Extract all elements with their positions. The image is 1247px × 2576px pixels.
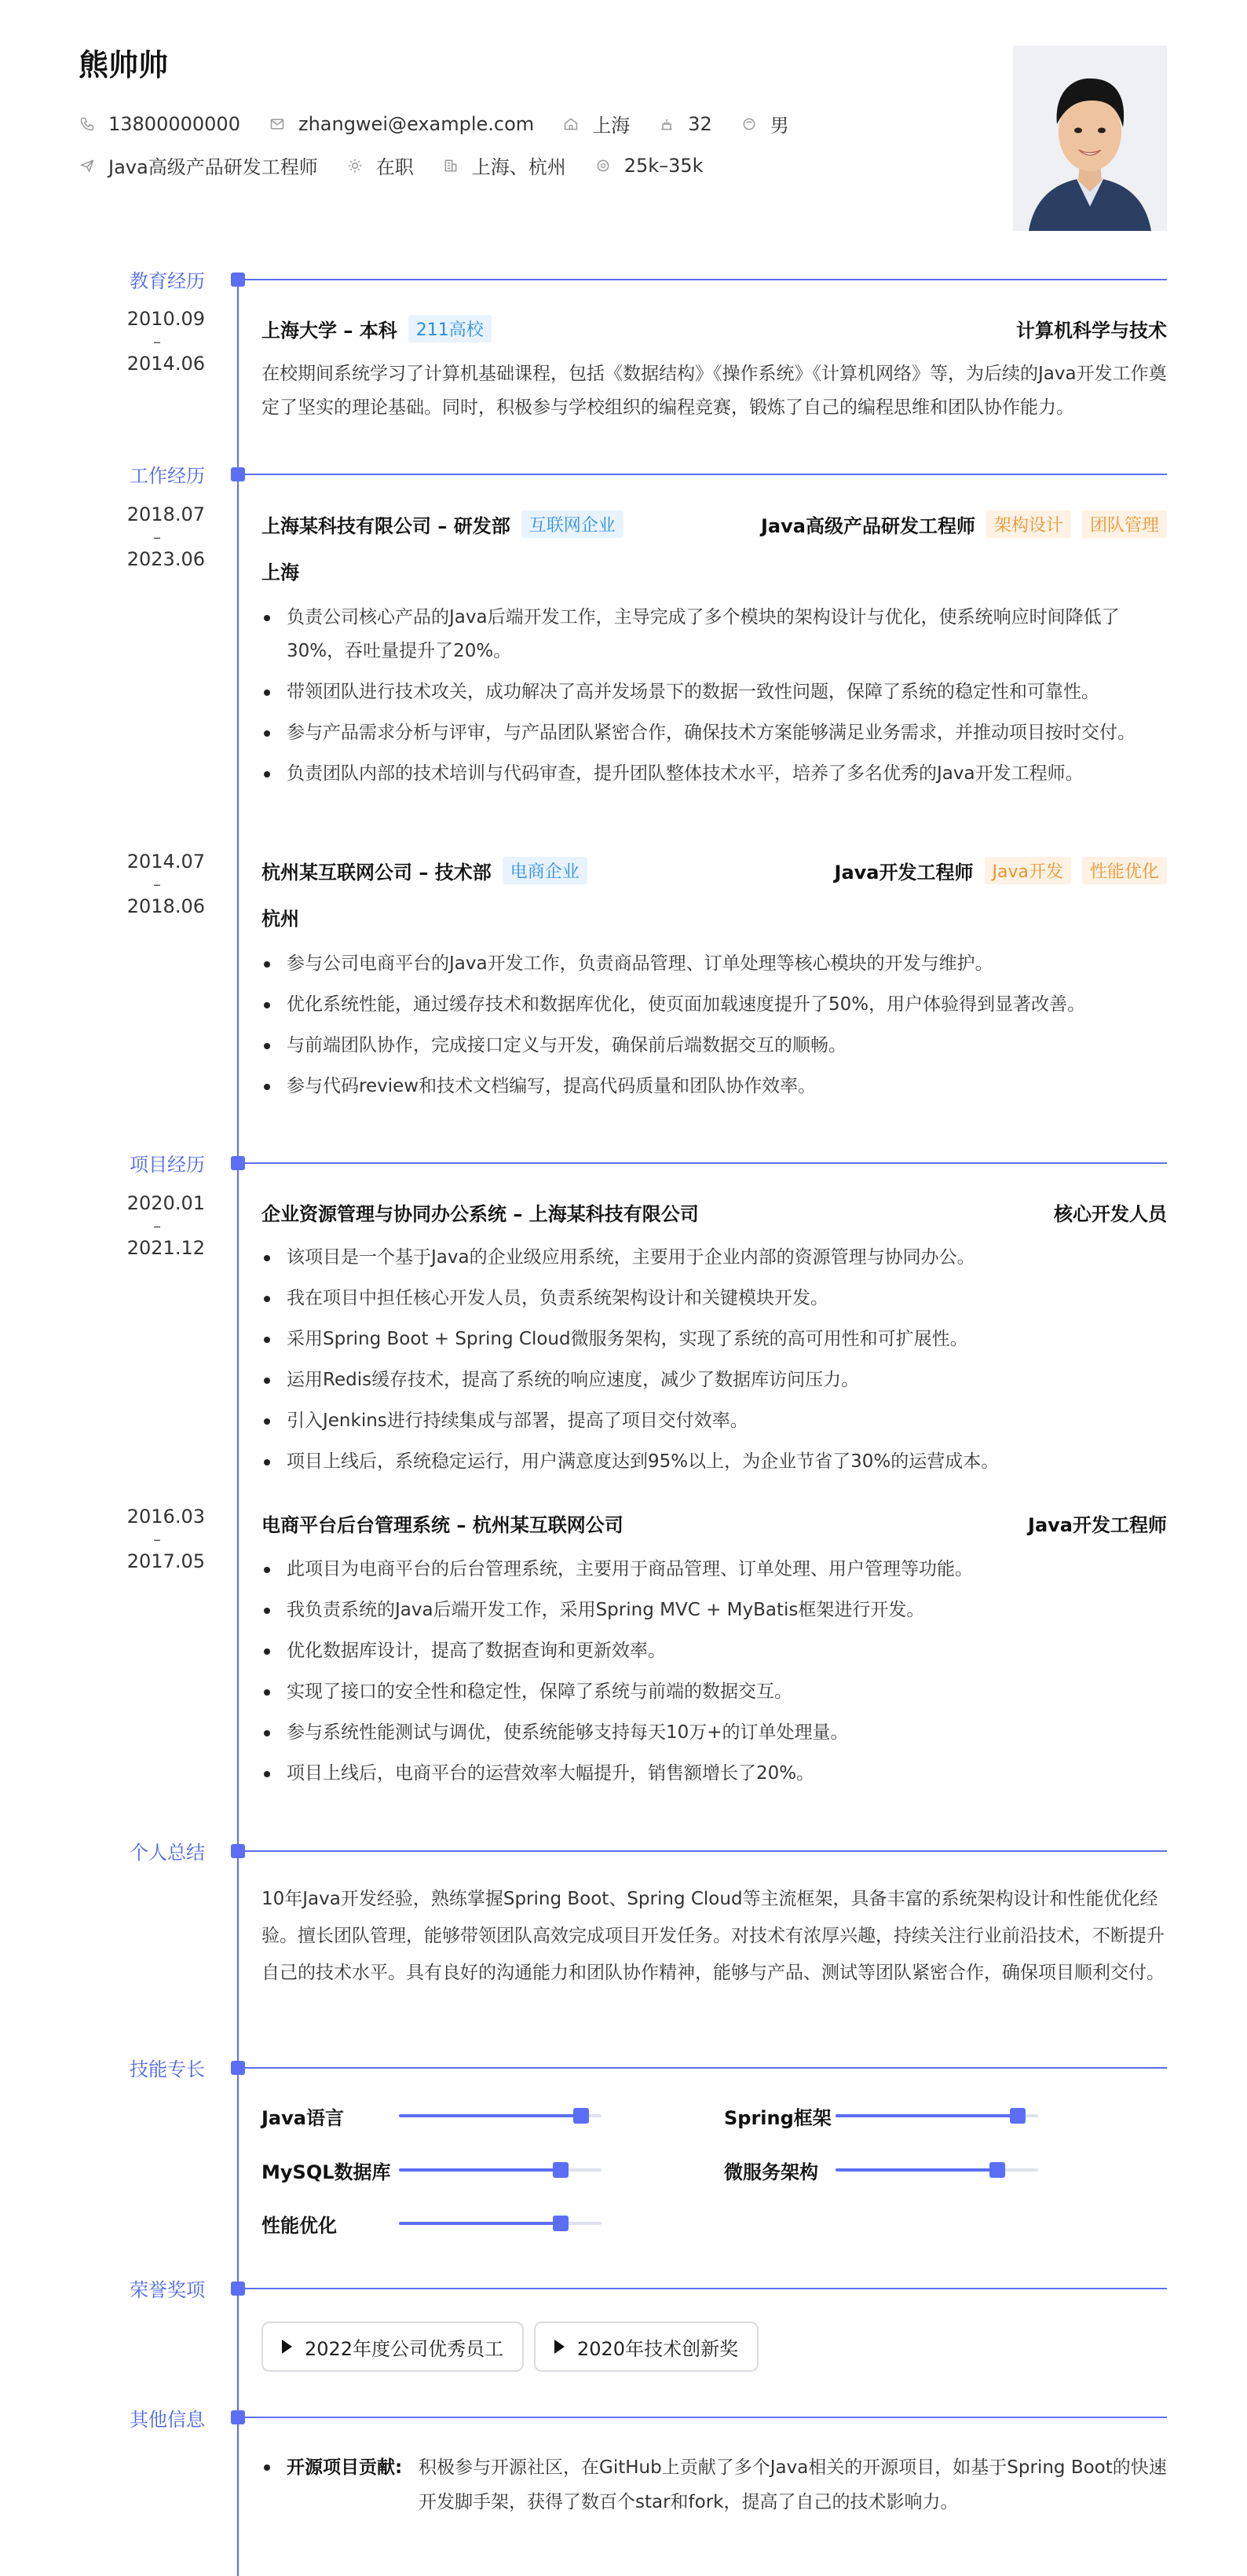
award-label: 2022年度公司优秀员工 (305, 2337, 504, 2360)
age-icon (658, 115, 675, 133)
target-cities-text: 上海、杭州 (471, 156, 566, 178)
list-item: 实现了接口的安全性和稳定性，保障了系统与前端的数据交互。 (261, 1675, 1167, 1709)
work-2-bullets (261, 947, 1167, 1111)
bullet-dot (264, 2464, 270, 2471)
project-2-header (261, 1509, 1167, 1537)
target-position-item (79, 152, 318, 179)
date-separator: – (153, 528, 161, 547)
project-2-dates (94, 1498, 205, 1580)
candidate-name: 熊帅帅 (79, 48, 169, 82)
list-item: 运用Redis缓存技术，提高了系统的响应速度，减少了数据库访问压力。 (261, 1363, 1167, 1397)
date-end: 2014.06 (126, 353, 205, 375)
skill-bar-fill (399, 2222, 561, 2225)
skill-row (261, 2102, 602, 2130)
school-name: 上海大学 – 本科 (261, 319, 397, 342)
skill-tag: Java开发 (985, 857, 1071, 884)
date-separator: – (153, 1530, 161, 1549)
age-text: 32 (688, 112, 712, 135)
project-1-dates (94, 1185, 205, 1267)
skill-bar-knob (989, 2162, 1005, 2178)
award-item[interactable] (534, 2322, 759, 2372)
other-info-label: 开源项目贡献: (287, 2457, 403, 2478)
skill-row (724, 2156, 1038, 2184)
salary-item (594, 155, 704, 177)
skill-bar (836, 2168, 1038, 2172)
home-icon (562, 115, 580, 133)
project-role: 核心开发人员 (1054, 1202, 1167, 1225)
profile-photo (1013, 46, 1167, 231)
skill-tag: 性能优化 (1082, 857, 1167, 884)
salary-icon (594, 157, 612, 174)
skill-bar (399, 2114, 602, 2117)
skill-bar-fill (399, 2114, 581, 2117)
list-item: 我负责系统的Java后端开发工作，采用Spring MVC + MyBatis框架进行开发。 (261, 1594, 1167, 1627)
timeline-dot (231, 1156, 245, 1170)
play-triangle-icon (554, 2340, 565, 2354)
date-end: 2018.06 (126, 895, 205, 917)
skill-name: 微服务架构 (724, 2161, 818, 2183)
status-item (346, 152, 414, 179)
skill-bar-knob (573, 2108, 589, 2124)
list-item: 优化系统性能，通过缓存技术和数据库优化，使页面加载速度提升了50%，用户体验得到显著改善。 (261, 988, 1167, 1022)
phone-text: 13800000000 (108, 112, 240, 135)
list-item: 参与公司电商平台的Java开发工作，负责商品管理、订单处理等核心模块的开发与维护。 (261, 947, 1167, 981)
list-item: 此项目为电商平台的后台管理系统，主要用于商品管理、订单处理、用户管理等功能。 (261, 1553, 1167, 1586)
date-end: 2023.06 (126, 548, 205, 570)
list-item: 负责公司核心产品的Java后端开发工作，主导完成了多个模块的架构设计与优化，使系统响应时间降低了30%，吞吐量提升了20%。 (261, 601, 1167, 668)
date-end: 2021.12 (126, 1237, 205, 1259)
target-cities-item (442, 152, 566, 179)
section-divider (245, 474, 1167, 475)
skill-bar (399, 2168, 602, 2172)
education-description: 在校期间系统学习了计算机基础课程，包括《数据结构》《操作系统》《计算机网络》等，为后续的Java开发工作奠定了坚实的理论基础。同时，积极参与学校组织的编程竞赛，锻炼了自己的编程思维和团队协作能力。 (261, 364, 1167, 418)
skill-name: MySQL数据库 (261, 2161, 391, 2183)
list-item: 负责团队内部的技术培训与代码审查，提升团队整体技术水平，培养了多名优秀的Java开发工程师。 (261, 757, 1167, 791)
work-location: 杭州 (261, 908, 299, 930)
education-entry-header (261, 314, 1167, 342)
section-title-projects: 项目经历 (130, 1154, 205, 1176)
mail-icon (269, 115, 286, 133)
section-title-other: 其他信息 (130, 2409, 205, 2431)
work-location: 上海 (261, 562, 299, 584)
skill-bar-knob (553, 2216, 569, 2231)
project-name: 电商平台后台管理系统 – 杭州某互联网公司 (261, 1513, 624, 1536)
gender-icon (741, 115, 758, 133)
skill-bar-knob (1010, 2108, 1026, 2124)
play-triangle-icon (282, 2340, 292, 2354)
skill-bar-fill (836, 2114, 1018, 2117)
status-icon (346, 157, 364, 174)
other-info-text: 积极参与开源社区，在GitHub上贡献了多个Java相关的开源项目，如基于Spring Boot的快速开发脚手架，获得了数百个star和fork，提高了自己的技术影响力。 (419, 2457, 1167, 2512)
work-1-header (261, 510, 1167, 538)
date-separator: – (153, 875, 161, 894)
major: 计算机科学与技术 (1016, 319, 1167, 342)
status-text: 在职 (375, 156, 414, 178)
section-title-skills: 技能专长 (130, 2058, 205, 2080)
send-icon (79, 157, 96, 174)
date-start: 2018.07 (126, 503, 205, 525)
section-divider (245, 2067, 1167, 2069)
list-item: 该项目是一个基于Java的企业级应用系统，主要用于企业内部的资源管理与协同办公。 (261, 1241, 1167, 1275)
salary-text: 25k–35k (624, 154, 704, 177)
work-1-bullets (261, 601, 1167, 798)
skill-row (261, 2156, 602, 2184)
timeline-dot (231, 1844, 245, 1858)
award-item[interactable] (261, 2322, 524, 2372)
gender-item (741, 110, 789, 137)
skill-name: Spring框架 (724, 2106, 832, 2129)
summary-text: 10年Java开发经验，熟练掌握Spring Boot、Spring Cloud等主流框架，具备丰富的系统架构设计和性能优化经验。擅长团队管理，能够带领团队高效完成项目开发任务。对技术有浓厚兴趣，持续关注行业前沿技术，不断提升自己的技术水平。具有良好的沟通能力和团队协作精神，能够与产品、测试等团队紧密合作，确保项目顺利交付。 (261, 1889, 1165, 1983)
date-separator: – (153, 1217, 161, 1235)
skill-bar-knob (553, 2162, 569, 2178)
building-icon (442, 157, 459, 174)
date-start: 2020.01 (126, 1192, 205, 1214)
skill-row (724, 2102, 1038, 2130)
project-1-bullets (261, 1241, 1167, 1486)
company-tag: 电商企业 (503, 857, 587, 884)
education-dates (94, 301, 205, 382)
company-tag: 互联网企业 (521, 510, 624, 538)
skill-name: Java语言 (261, 2106, 344, 2129)
section-title-work: 工作经历 (130, 465, 205, 487)
date-separator: – (153, 332, 161, 351)
work-2-dates (94, 843, 205, 925)
timeline-dot (231, 467, 245, 481)
skill-bar-fill (399, 2168, 561, 2172)
age-item (658, 113, 712, 135)
project-name: 企业资源管理与协同办公系统 – 上海某科技有限公司 (261, 1202, 699, 1225)
list-item: 参与系统性能测试与调优，使系统能够支持每天10万+的订单处理量。 (261, 1716, 1167, 1750)
job-title: Java高级产品研发工程师 (761, 514, 975, 537)
email-item (269, 113, 534, 135)
phone-item (79, 113, 240, 135)
timeline-dot (231, 273, 245, 287)
project-1-header (261, 1198, 1167, 1226)
skill-bar-fill (836, 2168, 997, 2172)
project-role: Java开发工程师 (1028, 1513, 1167, 1536)
target-position-text: Java高级产品研发工程师 (108, 156, 318, 178)
gender-text: 男 (770, 115, 789, 137)
list-item: 优化数据库设计，提高了数据查询和更新效率。 (261, 1634, 1167, 1668)
list-item: 与前端团队协作，完成接口定义与开发，确保前后端数据交互的顺畅。 (261, 1029, 1167, 1063)
section-divider (245, 1850, 1167, 1852)
list-item: 项目上线后，电商平台的运营效率大幅提升，销售额增长了20%。 (261, 1757, 1167, 1791)
skill-tag: 架构设计 (986, 510, 1071, 538)
list-item: 引入Jenkins进行持续集成与部署，提高了项目交付效率。 (261, 1404, 1167, 1438)
skill-row (261, 2209, 602, 2238)
job-intent-row (79, 152, 732, 179)
list-item: 参与产品需求分析与评审，与产品团队紧密合作，确保技术方案能够满足业务需求，并推动项目按时交付。 (261, 716, 1167, 750)
date-start: 2014.07 (126, 851, 205, 873)
company-name: 杭州某互联网公司 – 技术部 (261, 861, 492, 884)
timeline-dot (231, 2281, 245, 2296)
phone-icon (79, 115, 96, 133)
section-title-honors: 荣誉奖项 (130, 2279, 205, 2301)
project-2-bullets (261, 1553, 1167, 1798)
skill-bar (399, 2222, 602, 2225)
work-2-header (261, 856, 1167, 884)
section-title-summary: 个人总结 (130, 1842, 205, 1864)
timeline-dot (231, 2061, 245, 2075)
list-item: 采用Spring Boot + Spring Cloud微服务架构，实现了系统的高可用性和可扩展性。 (261, 1323, 1167, 1356)
date-start: 2010.09 (126, 308, 205, 330)
email-text: zhangwei@example.com (298, 112, 535, 135)
section-title-education: 教育经历 (130, 270, 205, 292)
job-title: Java开发工程师 (834, 861, 974, 884)
section-divider (245, 1162, 1167, 1164)
city-item (562, 110, 630, 137)
list-item: 我在项目中担任核心开发人员，负责系统架构设计和关键模块开发。 (261, 1282, 1167, 1315)
section-divider (245, 279, 1167, 280)
city-text: 上海 (592, 115, 631, 137)
section-divider (245, 2417, 1167, 2418)
skill-tag: 团队管理 (1082, 510, 1167, 538)
school-tag: 211高校 (408, 315, 492, 342)
list-item: 项目上线后，系统稳定运行，用户满意度达到95%以上，为企业节省了30%的运营成本。 (261, 1445, 1167, 1479)
list-item: 参与代码review和技术文档编写，提高代码质量和团队协作效率。 (261, 1070, 1167, 1103)
section-divider (245, 2288, 1167, 2289)
date-start: 2016.03 (126, 1506, 205, 1528)
work-1-dates (94, 496, 205, 578)
skill-bar (836, 2114, 1038, 2117)
contact-row (79, 110, 817, 137)
timeline-dot (231, 2410, 245, 2424)
date-end: 2017.05 (126, 1550, 205, 1572)
award-label: 2020年技术创新奖 (577, 2337, 739, 2360)
skill-name: 性能优化 (261, 2214, 337, 2237)
timeline-axis (237, 278, 239, 2576)
list-item: 带领团队进行技术攻关，成功解决了高并发场景下的数据一致性问题，保障了系统的稳定性和可靠性。 (261, 675, 1167, 709)
company-name: 上海某科技有限公司 – 研发部 (261, 514, 510, 537)
